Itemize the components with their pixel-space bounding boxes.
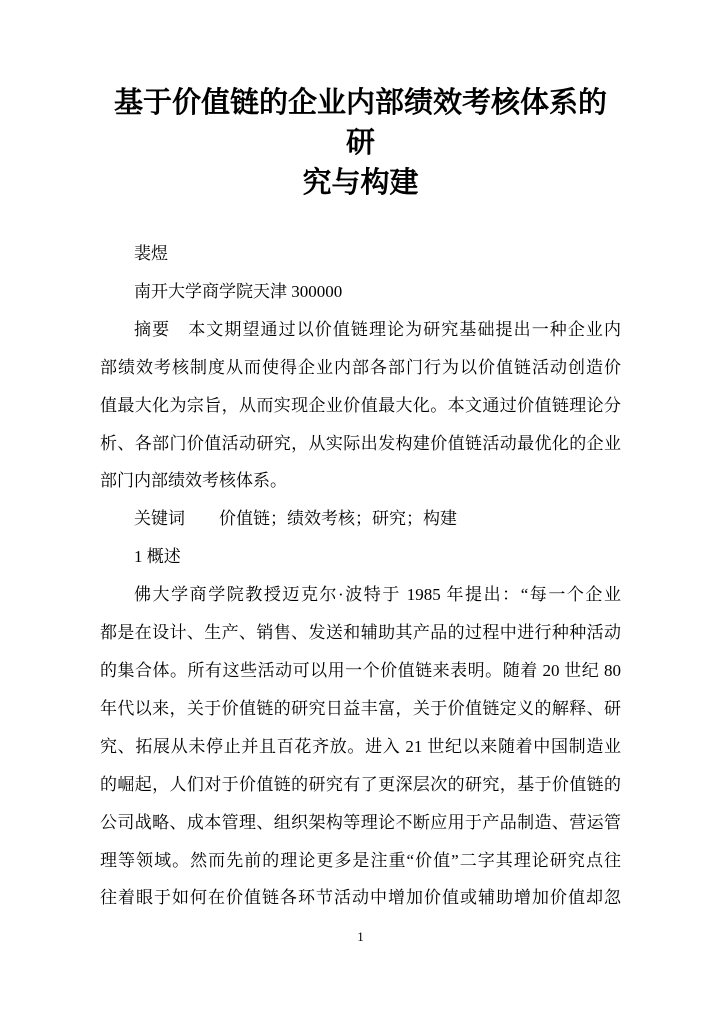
body-line: 佛大学商学院教授迈克尔·波特于 1985 年提出：“每一个企业 bbox=[134, 585, 621, 605]
body-line: 年代以来，关于价值链的研究日益丰富，关于价值链定义的解释、研 bbox=[100, 698, 621, 718]
abstract-line: 值最大化为宗旨，从而实现企业价值最大化。本文通过价值链理论分 bbox=[100, 395, 621, 415]
author-name: 裴煜 bbox=[134, 244, 168, 263]
body-line: 公司战略、成本管理、组织架构等理论不断应用于产品制造、营运管 bbox=[100, 812, 621, 832]
body-line: 都是在设计、生产、销售、发送和辅助其产品的过程中进行种种活动 bbox=[100, 623, 621, 643]
abstract-paragraph bbox=[100, 311, 621, 501]
body-line: 究、拓展从未停止并且百花齐放。进入 21 世纪以来随着中国制造业 bbox=[100, 736, 621, 756]
keywords-line: 关键词 价值链；绩效考核；研究；构建 bbox=[134, 509, 457, 529]
page-number: 1 bbox=[357, 929, 364, 944]
abstract-line: 摘要 本文期望通过以价值链理论为研究基础提出一种企业内 bbox=[134, 319, 621, 339]
abstract-line: 部绩效考核制度从而使得企业内部各部门行为以价值链活动创造价 bbox=[100, 357, 621, 377]
document-title bbox=[100, 83, 621, 203]
section-heading: 1 概述 bbox=[134, 547, 181, 567]
body-line: 理等领域。然而先前的理论更多是注重“价值”二字其理论研究点往 bbox=[100, 850, 621, 870]
abstract-line: 部门内部绩效考核体系。 bbox=[100, 471, 287, 491]
section-paragraph bbox=[100, 576, 621, 917]
author-affiliation: 南开大学商学院天津 300000 bbox=[134, 281, 343, 301]
body-line: 往着眼于如何在价值链各环节活动中增加价值或辅助增加价值却忽 bbox=[100, 888, 621, 908]
document-body bbox=[100, 235, 621, 917]
abstract-line: 析、各部门价值活动研究，从实际出发构建价值链活动最优化的企业 bbox=[100, 433, 621, 453]
title-line: 基于价值链的企业内部绩效考核体系的研 bbox=[113, 87, 607, 159]
body-line: 的崛起，人们对于价值链的研究有了更深层次的研究，基于价值链的 bbox=[100, 774, 621, 794]
body-line: 的集合体。所有这些活动可以用一个价值链来表明。随着 20 世纪 80 bbox=[100, 660, 621, 680]
title-line: 究与构建 bbox=[302, 167, 419, 199]
